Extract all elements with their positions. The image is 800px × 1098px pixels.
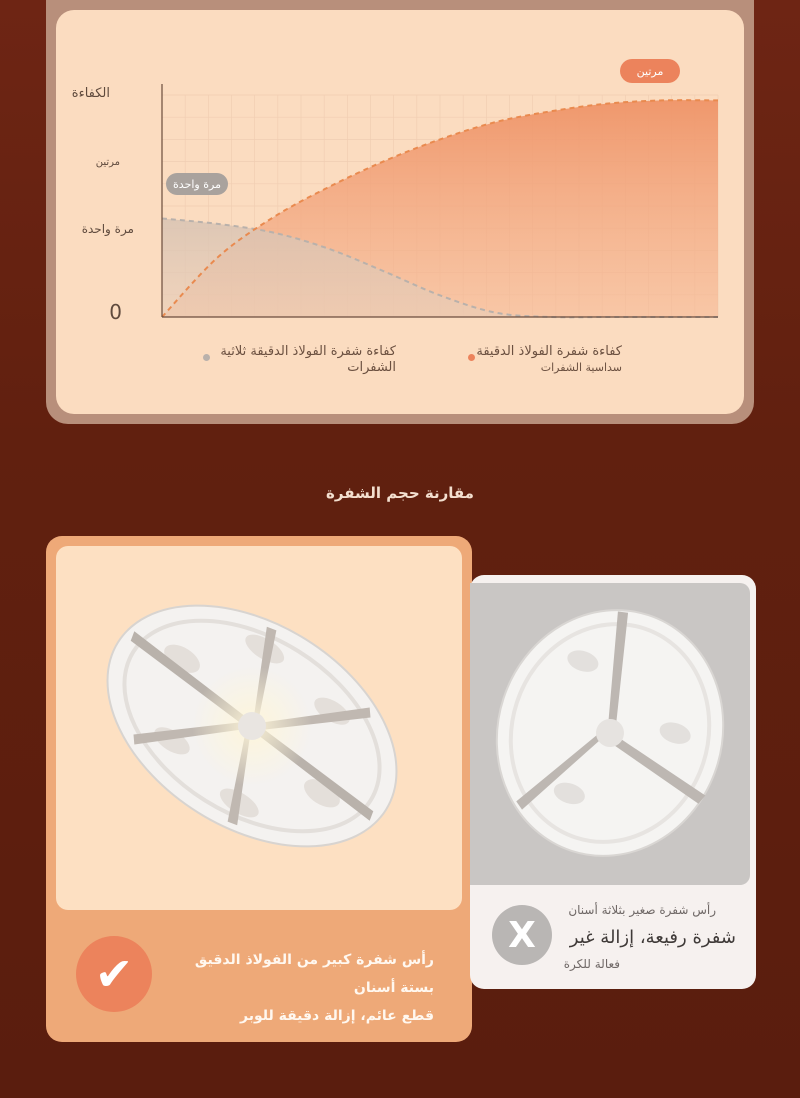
six-blade-image <box>56 546 462 910</box>
six-blade-card <box>46 536 472 1042</box>
three-blade-image <box>470 583 750 885</box>
three-blade-subtitle: رأس شفرة صغير بثلاثة أسنان <box>568 903 716 917</box>
six-blade-head-icon <box>56 546 462 910</box>
efficiency-chart-card <box>46 0 754 424</box>
three-blade-head-icon <box>470 583 750 885</box>
y-tick-1: مرة واحدة <box>81 222 134 236</box>
three-blade-main2: فعالة للكرة <box>563 957 620 971</box>
legend-six-blade-line2: سداسية الشفرات <box>540 361 622 374</box>
legend-six-blade-line1: كفاءة شفرة الفولاذ الدقيقة <box>476 344 622 359</box>
legend-six-blade <box>474 344 622 376</box>
annotation-one-text: مرة واحدة <box>173 178 221 191</box>
legend-three-blade <box>214 344 396 376</box>
y-tick-2: مرتين <box>95 157 120 168</box>
six-blade-description <box>164 946 434 1030</box>
y-tick-0: 0 <box>109 300 122 324</box>
legend-three-blade-dot <box>203 354 210 361</box>
check-icon: ✔ <box>76 936 152 1012</box>
section-title: مقارنة حجم الشفرة <box>326 484 474 502</box>
six-blade-line1: رأس شفرة كبير من الفولاذ الدقيق بستة أسنان <box>194 952 434 996</box>
efficiency-chart <box>56 10 744 414</box>
chart-panel <box>56 10 744 414</box>
legend-three-blade-line1: كفاءة شفرة الفولاذ الدقيقة ثلاثية <box>220 344 396 359</box>
six-blade-line2: قطع عائم، إزالة دقيقة للوبر <box>240 1008 434 1024</box>
three-blade-card <box>470 575 756 989</box>
annotation-two-text: مرتين <box>636 65 664 78</box>
y-axis-label: الكفاءة <box>71 86 110 101</box>
three-blade-main: شفرة رفيعة، إزالة غير <box>569 927 736 948</box>
x-icon: X <box>492 905 552 965</box>
legend-three-blade-line2: الشفرات <box>347 360 396 375</box>
